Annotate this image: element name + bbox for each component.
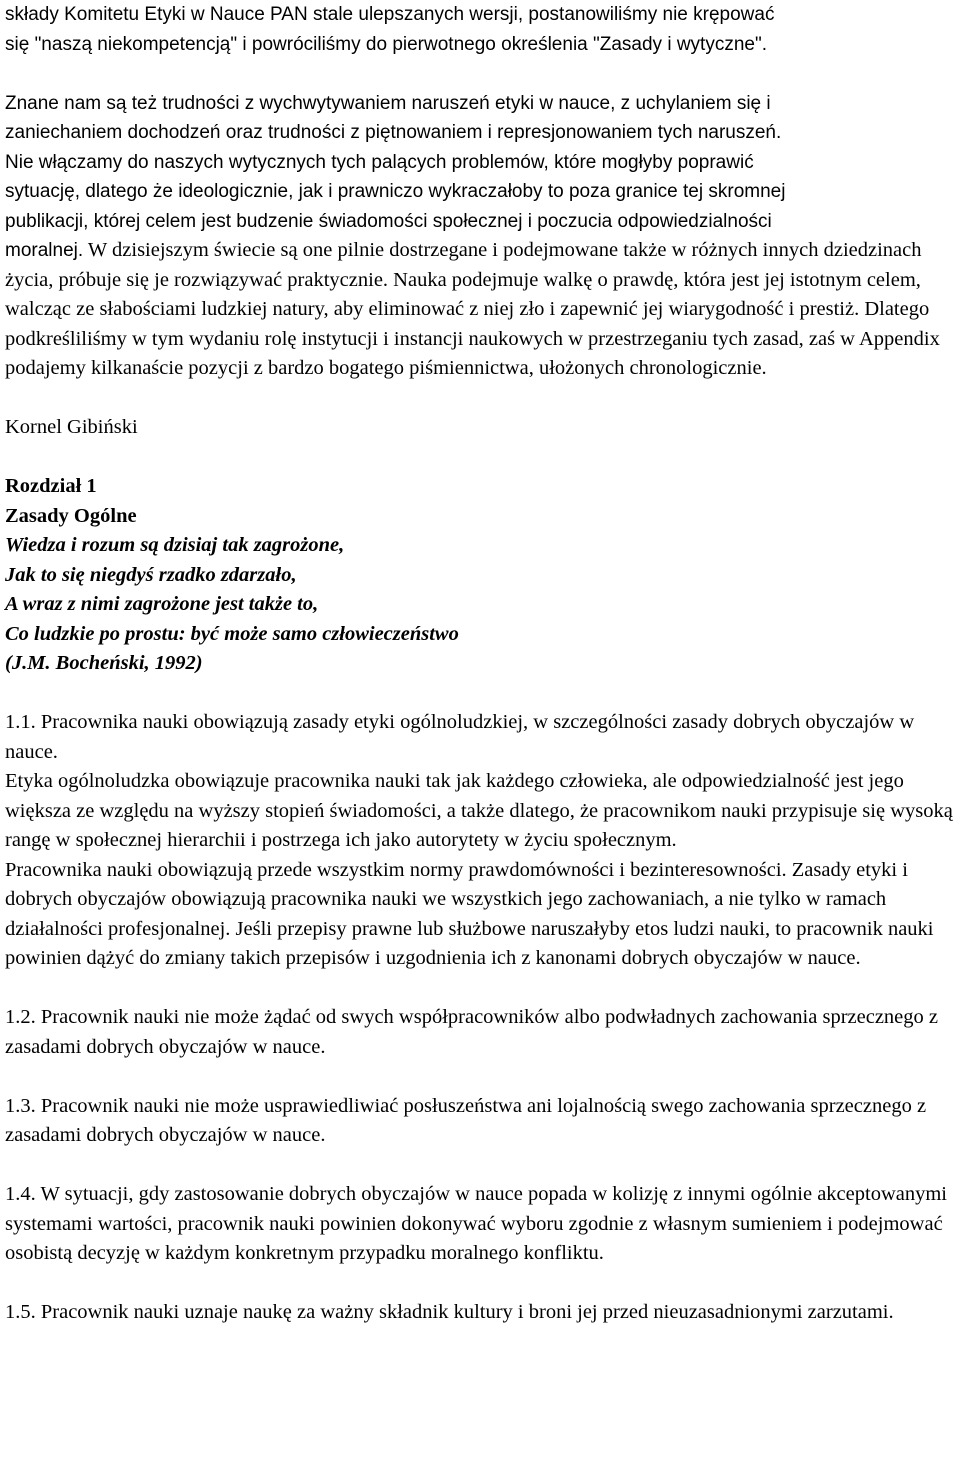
section-1-1-commentary: Etyka ogólnoludzka obowiązuje pracownika nauki tak jak każdego człowieka, ale odpowiedzialność jest jego większa ze względu na wyższy stopień świadomości, a także dlatego, że pracownikom nauki przypisuje się wysoką rangę w społecznej hierarchii i postrzega ich jako autorytety w życiu społecznym.: [5, 770, 953, 851]
spacer: [5, 1269, 960, 1299]
spacer: [5, 974, 960, 1004]
section-1-1: 1.1. Pracownika nauki obowiązują zasady etyki ogólnoludzkiej, w szczególności zasady dobrych obyczajów w nauce.: [5, 711, 915, 763]
spacer: [5, 1062, 960, 1092]
spacer: [5, 443, 960, 473]
intro-para2-line-d: sytuację, dlatego że ideologicznie, jak i prawniczo wykraczałoby to poza granice tej skromnej: [5, 181, 786, 202]
intro-line-1: składy Komitetu Etyki w Nauce PAN stale ulepszanych wersji, postanowiliśmy nie krępować: [5, 4, 775, 25]
intro-para2-line-b: zaniechaniem dochodzeń oraz trudności z piętnowaniem i represjonowaniem tych naruszeń.: [5, 122, 782, 143]
intro-line-2: się "naszą niekompetencją" i powróciliśmy do pierwotnego określenia "Zasady i wytyczne".: [5, 33, 767, 55]
section-1-1-norms: Pracownika nauki obowiązują przede wszystkim normy prawdomówności i bezinteresowności. Zasady etyki i dobrych obyczajów obowiązują pracownika nauki we wszystkich jego zachowaniach, a nie tylko w ramach działalności profesjonalnej. Jeśli przepisy prawne lub służbowe naruszałyby etos ludzi nauki, to pracownik nauki powinien dążyć do zmiany takich przepisów i uzgodnienia ich z kanonami dobrych obyczajów w nauce.: [5, 858, 934, 969]
motto-attribution: (J.M. Bocheński, 1992): [5, 652, 203, 674]
section-1-3: 1.3. Pracownik nauki nie może usprawiedliwiać posłuszeństwa ani lojalnością swego zachowania sprzecznego z zasadami dobrych obyczajów w nauce.: [5, 1094, 927, 1146]
section-1-2: 1.2. Pracownik nauki nie może żądać od swych współpracowników albo podwładnych zachowania sprzecznego z zasadami dobrych obyczajów w nauce.: [5, 1006, 939, 1058]
intro-serif-text: W dzisiejszym świecie są one pilnie dostrzegane i podejmowane także w różnych innych dziedzinach życia, próbuje się je rozwiązywać praktycznie. Nauka podejmuje walkę o prawdę, która jest jej istotnym celem, walcząc ze słabościami ludzkiej natury, aby eliminować z niej zło i zapewnić jej wiarygodność i prestiż. Dlatego podkreśliliśmy w tym wydaniu rolę instytucji i instancji naukowych w przestrzeganiu tych zasad, zaś w Appendix podajemy kilkanaście pozycji z bardzo bogatego piśmiennictwa, ułożonych chronologicznie.: [5, 239, 940, 379]
spacer: [5, 679, 960, 709]
intro-para2-continuation: [5, 236, 960, 384]
spacer: [5, 384, 960, 414]
section-1-5: 1.5. Pracownik nauki uznaje naukę za ważny składnik kultury i broni jej przed nieuzasadnionymi zarzutami.: [5, 1301, 894, 1323]
intro-para2-line-e: publikacji, której celem jest budzenie świadomości społecznej i poczucia odpowiedzialności: [5, 210, 772, 232]
motto-line-3: A wraz z nimi zagrożone jest także to,: [5, 593, 319, 615]
intro-para2-line-f: moralnej.: [5, 240, 84, 261]
motto-line-2: Jak to się niegdyś rzadko zdarzało,: [5, 563, 297, 586]
chapter-title-text: Zasady Ogólne: [5, 504, 137, 527]
document-page: [5, 0, 960, 1328]
motto-line-4: Co ludzkie po prostu: być może samo człowieczeństwo: [5, 622, 459, 645]
author-signature: Kornel Gibiński: [5, 416, 138, 438]
spacer: [5, 59, 960, 89]
intro-para2-line-c: Nie włączamy do naszych wytycznych tych palących problemów, które mogłyby poprawić: [5, 151, 754, 173]
chapter-title: [5, 502, 960, 532]
motto-line-1: Wiedza i rozum są dzisiaj tak zagrożone,: [5, 534, 345, 556]
spacer: [5, 1151, 960, 1181]
intro-para2-line-a: Znane nam są też trudności z wychwytywaniem naruszeń etyki w nauce, z uchylaniem się i: [5, 92, 771, 114]
chapter-number-text: Rozdział 1: [5, 475, 97, 497]
chapter-number: [5, 472, 960, 502]
section-1-4: 1.4. W sytuacji, gdy zastosowanie dobrych obyczajów w nauce popada w kolizję z innymi ogólnie akceptowanymi systemami wartości, pracownik nauki powinien dokonywać wyboru zgodnie z własnym sumieniem i podejmować osobistą decyzję w każdym konkretnym przypadku moralnego konfliktu.: [5, 1183, 947, 1264]
